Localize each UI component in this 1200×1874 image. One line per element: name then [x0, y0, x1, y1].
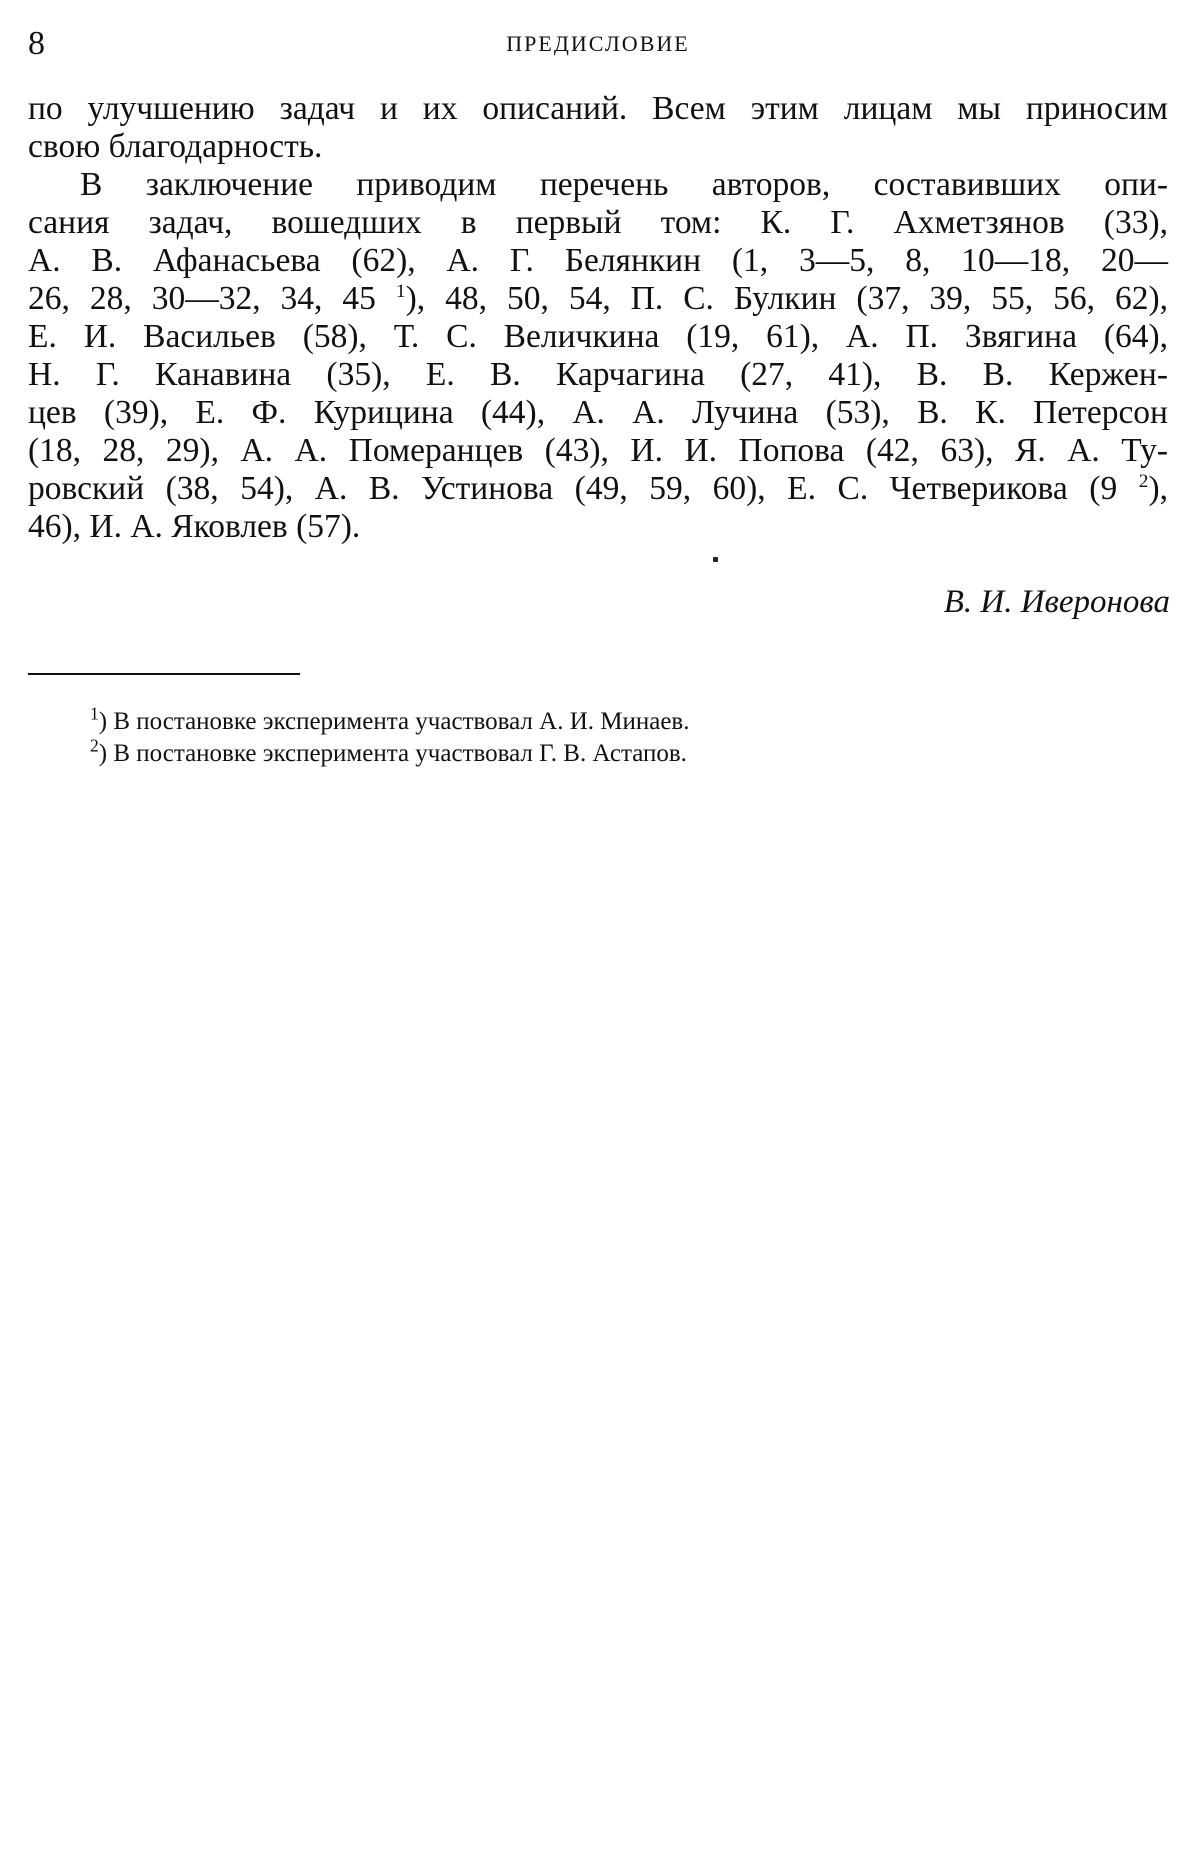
signature: В. И. Иверонова — [943, 584, 1170, 620]
footnote-reference: 2 — [1138, 470, 1149, 492]
text-line: Н. Г. Канавина (35), Е. В. Карчагина (27, 41), В. В. Кержен- — [28, 356, 1168, 393]
text-fragment: ), — [1148, 470, 1168, 507]
footnote-text: ) В постановке эксперимента участвовал А. И. Минаев. — [98, 708, 690, 735]
text-line: цев (39), Е. Ф. Курицина (44), А. А. Лучина (53), В. К. Петерсон — [28, 394, 1168, 431]
print-speck — [713, 557, 718, 562]
text-line-indented: В заключение приводим перечень авторов, составивших опи- — [80, 166, 1168, 203]
text-line: (18, 28, 29), А. А. Померанцев (43), И. И. Попова (42, 63), Я. А. Ту- — [28, 432, 1168, 469]
text-fragment: ровский (38, 54), А. В. Устинова (49, 59, 60), Е. С. Четверикова (9 — [28, 470, 1118, 507]
running-title: ПРЕДИСЛОВИЕ — [506, 31, 690, 56]
footnotes — [90, 703, 690, 770]
footnote-text: ) В постановке эксперимента участвовал Г. В. Астапов. — [98, 740, 687, 767]
page-header — [28, 22, 1168, 66]
text-line: свою благодарность. — [28, 128, 323, 165]
footnote-item — [90, 703, 690, 738]
footnote-mark: 1 — [90, 703, 99, 724]
page-number: 8 — [28, 25, 45, 62]
text-line: 46), И. А. Яковлев (57). — [28, 508, 361, 545]
text-line: сания задач, вошедших в первый том: К. Г. Ахметзянов (33), — [28, 204, 1168, 241]
footnote-separator — [28, 673, 300, 675]
text-fragment: ), 48, 50, 54, П. С. Булкин (37, 39, 55, 56, 62), — [405, 280, 1168, 317]
footnote-item — [90, 735, 690, 770]
body-text — [28, 90, 1168, 546]
footnote-reference: 1 — [395, 280, 406, 302]
text-line: А. В. Афанасьева (62), А. Г. Белянкин (1, 3—5, 8, 10—18, 20— — [28, 242, 1168, 279]
text-line: Е. И. Васильев (58), Т. С. Величкина (19, 61), А. П. Звягина (64), — [28, 318, 1168, 355]
text-line — [28, 470, 1168, 508]
text-fragment: 26, 28, 30—32, 34, 45 — [28, 280, 376, 317]
text-line — [28, 280, 1168, 318]
footnote-mark: 2 — [90, 735, 99, 756]
text-line: по улучшению задач и их описаний. Всем этим лицам мы приносим — [28, 90, 1168, 127]
